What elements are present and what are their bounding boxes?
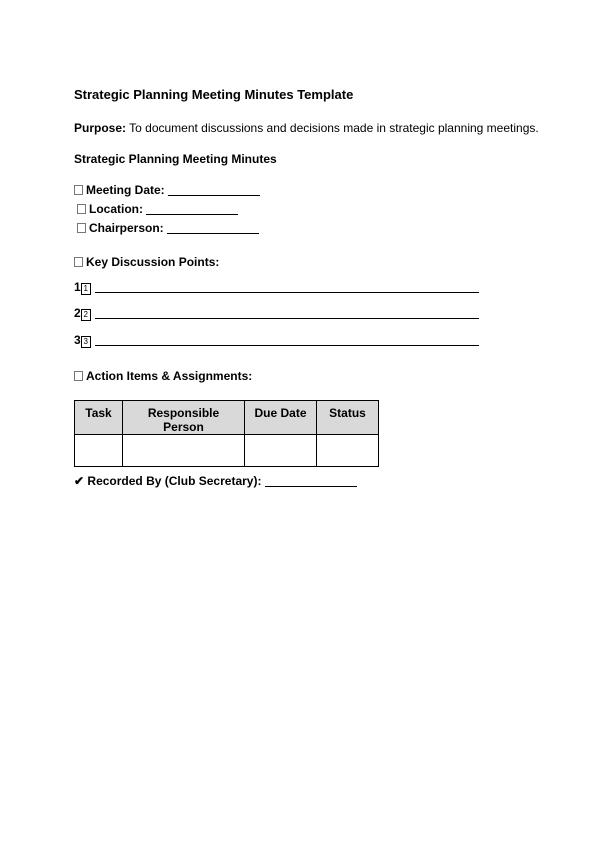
cell-task[interactable]: [75, 435, 123, 467]
cell-due-date[interactable]: [245, 435, 317, 467]
checkbox-placeholder-icon: [74, 257, 83, 267]
location-field: [77, 202, 238, 216]
discussion-heading: Key Discussion Points:: [74, 255, 219, 269]
meeting-date-field: [74, 183, 260, 197]
discussion-point-2: [74, 306, 479, 321]
action-items-table: [74, 400, 379, 467]
chairperson-label: Chairperson:: [89, 221, 164, 235]
recorded-by-label: Recorded By (Club Secretary):: [87, 474, 262, 488]
chairperson-blank[interactable]: [167, 222, 259, 234]
table-row: [75, 435, 379, 467]
header-responsible-person: Responsible Person: [123, 401, 245, 435]
discussion-point-1: [74, 280, 479, 295]
purpose-text: To document discussions and decisions made in strategic planning meetings.: [129, 121, 539, 135]
table-header-row: [75, 401, 379, 435]
header-due-date: Due Date: [245, 401, 317, 435]
document-title: Strategic Planning Meeting Minutes Template: [74, 87, 354, 102]
discussion-point-blank[interactable]: [95, 281, 479, 293]
purpose-line: [74, 121, 539, 135]
chairperson-field: [77, 221, 259, 235]
recorded-by-blank[interactable]: [265, 475, 357, 487]
meeting-date-blank[interactable]: [168, 184, 260, 196]
purpose-label: Purpose:: [74, 121, 127, 135]
checkbox-placeholder-icon: [77, 204, 86, 214]
keycap-number-icon: 1: [81, 283, 91, 295]
minutes-subheading: Strategic Planning Meeting Minutes: [74, 152, 277, 166]
keycap-number-icon: 2: [81, 309, 91, 321]
header-task: Task: [75, 401, 123, 435]
point-number: 3: [74, 333, 81, 347]
recorded-by-line: [74, 474, 357, 488]
point-number: 2: [74, 306, 81, 320]
keycap-number-icon: 3: [81, 336, 91, 348]
actions-heading: Action Items & Assignments:: [74, 369, 252, 383]
discussion-point-blank[interactable]: [95, 334, 479, 346]
discussion-point-3: [74, 333, 479, 348]
checkbox-placeholder-icon: [74, 185, 83, 195]
location-label: Location:: [89, 202, 143, 216]
checkmark-icon: ✔: [74, 474, 85, 488]
discussion-point-blank[interactable]: [95, 307, 479, 319]
cell-responsible-person[interactable]: [123, 435, 245, 467]
point-number: 1: [74, 280, 81, 294]
location-blank[interactable]: [146, 203, 238, 215]
header-status: Status: [317, 401, 379, 435]
checkbox-placeholder-icon: [74, 371, 83, 381]
meeting-date-label: Meeting Date:: [86, 183, 165, 197]
checkbox-placeholder-icon: [77, 223, 86, 233]
cell-status[interactable]: [317, 435, 379, 467]
